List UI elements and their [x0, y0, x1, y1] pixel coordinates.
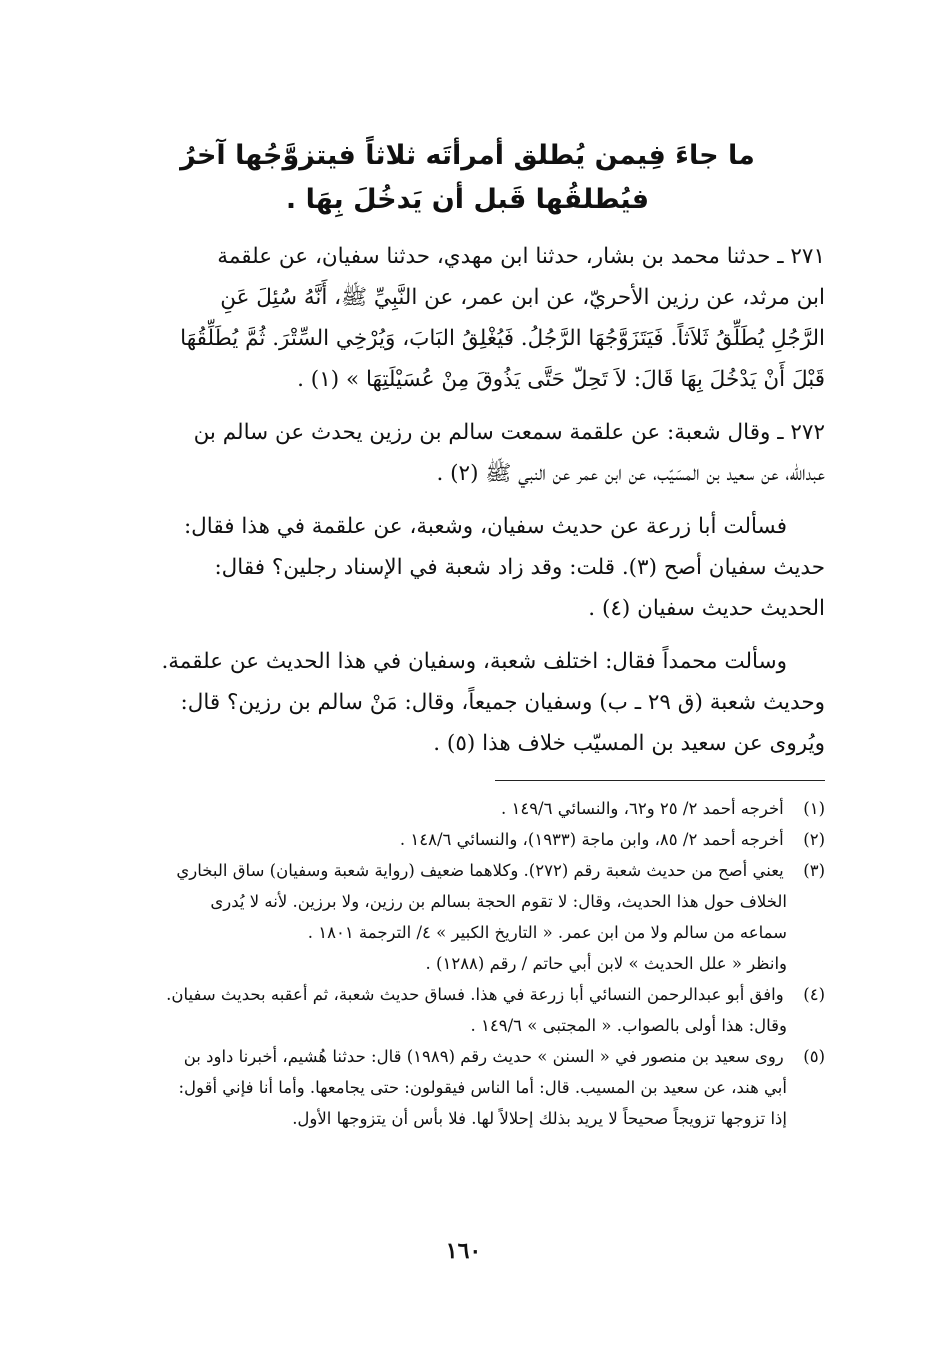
paragraph-muhammad	[110, 641, 825, 764]
chapter-title	[110, 134, 825, 222]
chapter-title-line-2: فيُطلقُها قَبل أن يَدخُلَ بِهَا .	[285, 184, 650, 215]
footnote-line: أبي هند، عن سعيد بن المسيب. قال: أما الناس فيقولون: حتى يجامعها. وأما أنا فإني أقول:	[178, 1078, 787, 1097]
footnote-number: (٢)	[803, 830, 825, 849]
text-line: وسألت محمداً فقال: اختلف شعبة، وسفيان في هذا الحديث عن علقمة.	[161, 649, 787, 674]
footnote-number: (٣)	[803, 861, 825, 880]
book-page	[110, 120, 825, 1270]
footnotes	[110, 793, 825, 1134]
footnote-number: (١)	[803, 799, 825, 818]
footnote-line: سماعه من سالم ولا من ابن عمر. « التاريخ الكبير » ٤/ الترجمة ١٨٠١ .	[307, 923, 787, 942]
chapter-title-line-1: ما جاءَ فِيمن يُطلق أمرأتَه ثلاثاً فيتزوَّجُها آخرُ	[180, 140, 755, 171]
text-line: ويُروى عن سعيد بن المسيّب خلاف هذا (٥) .	[433, 731, 825, 756]
footnote-number: (٥)	[803, 1047, 825, 1066]
footnote-text: روى سعيد بن منصور في « السنن » حديث رقم (١٩٨٩) قال: حدثنا هُشيم، أخبرنا داود بن	[183, 1047, 784, 1066]
text-line: قَبْلَ أَنْ يَدْخُلَ بِهَا قَالَ: لاَ تَحِلّ حَتَّى يَذُوقَ مِنْ عُسَيْلَتِهَا » (١) .	[297, 367, 825, 392]
footnote-text: وافق أبو عبدالرحمن النسائي أبا زرعة في هذا. فساق حديث شعبة، ثم أعقبه بحديث سفيان.	[166, 985, 784, 1004]
text-line: الرَّجُلِ يُطَلِّقُ ثَلاَثاً. فَيَتَزَوَّجُهَا الرَّجُلُ. فَيُغْلِقُ البَابَ، وَيُرْخِي السِّتْرَ. ثُمَّ يُطَلِّقُهَا	[180, 326, 825, 351]
footnote-line	[110, 793, 825, 824]
footnote-4	[110, 979, 825, 1041]
text-line: فسألت أبا زرعة عن حديث سفيان، وشعبة، عن علقمة في هذا فقال:	[183, 514, 787, 539]
footnote-line	[110, 1041, 825, 1072]
footnote-text: أخرجه أحمد ٢/ ٨٥، وابن ماجة (١٩٣٣)، والنسائي ١٤٨/٦ .	[399, 830, 784, 849]
text-line: ٢٧٢ ـ وقال شعبة: عن علقمة سمعت سالم بن رزين يحدث عن سالم بن	[193, 420, 825, 445]
footnote-2	[110, 824, 825, 855]
hadith-272	[110, 412, 825, 494]
footnote-line: إذا تزوجها تزويجاً صحيحاً لا يريد بذلك إحلالاً لها. فلا بأس أن يتزوجها الأول.	[292, 1109, 787, 1128]
footnote-line: وانظر « علل الحديث » لابن أبي حاتم / رقم (١٢٨٨) .	[425, 954, 787, 973]
text-line: وحديث شعبة (ق ٢٩ ـ ب) وسفيان جميعاً، وقال: مَنْ سالم بن رزين؟ قال:	[180, 690, 825, 715]
footnote-3	[110, 855, 825, 979]
hadith-271	[110, 236, 825, 400]
text-line: ٢٧١ ـ حدثنا محمد بن بشار، حدثنا ابن مهدي، حدثنا سفيان، عن علقمة	[217, 244, 825, 269]
footnote-number: (٤)	[803, 985, 825, 1004]
paragraph-abu-zura	[110, 506, 825, 629]
footnote-text: أخرجه أحمد ٢/ ٢٥ و٦٢، والنسائي ١٤٩/٦ .	[500, 799, 784, 818]
page-number: ١٦٠	[445, 1238, 482, 1264]
text-line: الحديث حديث سفيان (٤) .	[588, 596, 825, 621]
footnote-5	[110, 1041, 825, 1134]
footnote-1	[110, 793, 825, 824]
footnote-separator	[495, 780, 825, 781]
footnote-line: الخلاف حول هذا الحديث، وقال: لا تقوم الحجة بسالم بن رزين، ولا برزين. لأنه لا يُدرى	[210, 892, 787, 911]
footnote-line	[110, 979, 825, 1010]
footnote-line	[110, 855, 825, 886]
footnote-text: يعني أصح من حديث شعبة رقم (٢٧٢). وكلاهما ضعيف (رواية شعبة وسفيان) ساق البخاري	[176, 861, 784, 880]
text-line: ابن مرثد، عن رزين الأحريّ، عن ابن عمر، عن النَّبِيِّ ﷺ، أَنَّهُ سُئِلَ عَنِ	[220, 285, 825, 310]
footnote-line: وقال: هذا أولى بالصواب. « المجتبى » ١٤٩/٦ .	[470, 1016, 787, 1035]
text-line: عبدالله، عن سعيد بن المسَيّب، عن ابن عمر عن النبي ﷺ (٢) .	[436, 461, 825, 486]
footnote-line	[110, 824, 825, 855]
text-line: حديث سفيان أصح (٣). قلت: وقد زاد شعبة في الإسناد رجلين؟ فقال:	[214, 555, 825, 580]
